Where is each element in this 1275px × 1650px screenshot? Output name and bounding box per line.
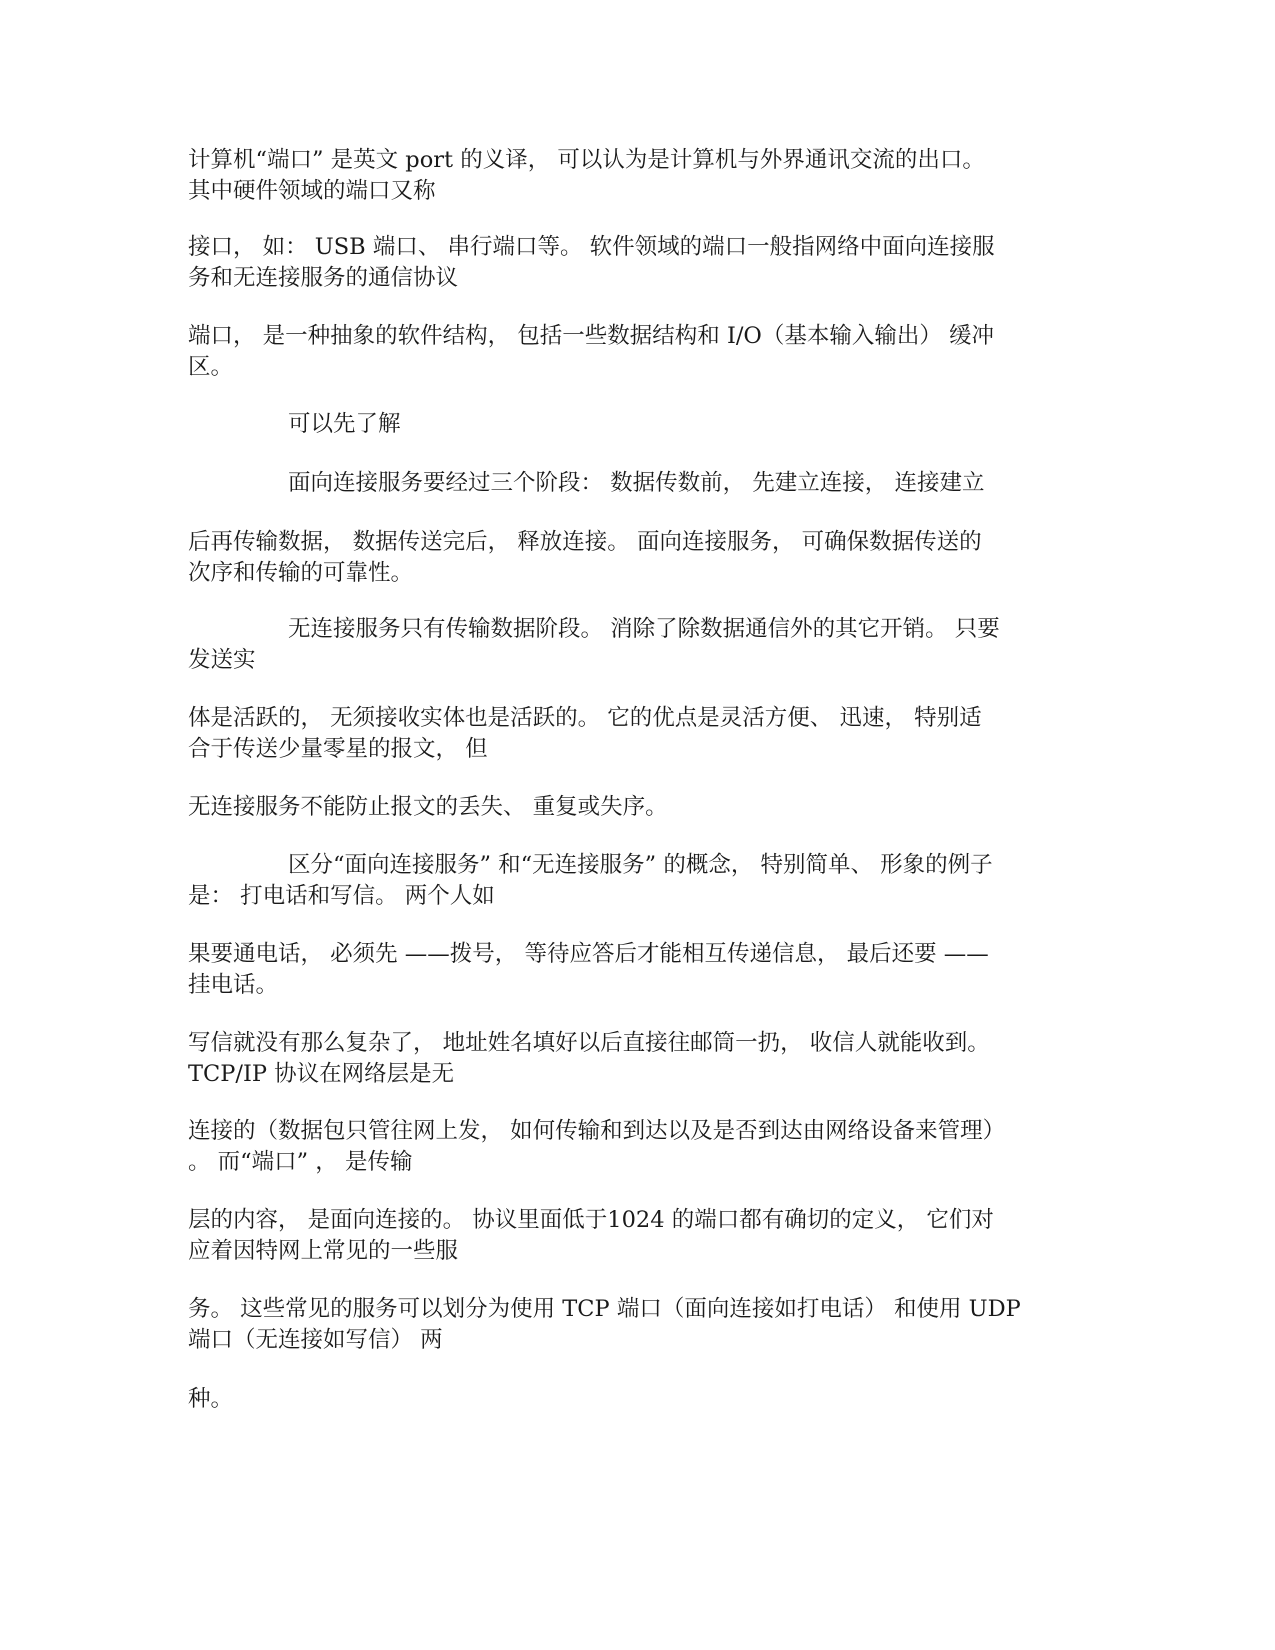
paragraph-line: 可以先了解 (288, 411, 401, 437)
paragraph-3 (188, 321, 1108, 383)
paragraph-line: 层的内容， 是面向连接的。 协议里面低于1024 的端口都有确切的定义， 它们对 (188, 1207, 994, 1233)
paragraph-line: 发送实 (188, 647, 256, 673)
paragraph-line: 区。 (188, 354, 234, 380)
paragraph-line: 务和无连接服务的通信协议 (188, 265, 459, 291)
paragraph-line: 务。 这些常见的服务可以划分为使用 TCP 端口（面向连接如打电话） 和使用 UDP (188, 1296, 1021, 1322)
paragraph-line: 计算机“端口” 是英文 port 的义译， 可以认为是计算机与外界通讯交流的出口。 (188, 147, 985, 173)
paragraph-line: 挂电话。 (188, 972, 279, 998)
paragraph-line: 后再传输数据， 数据传送完后， 释放连接。 面向连接服务， 可确保数据传送的 (188, 529, 982, 555)
paragraph-line: 无连接服务只有传输数据阶段。 消除了除数据通信外的其它开销。 只要 (288, 616, 1000, 642)
paragraph-2 (188, 232, 1108, 294)
paragraph-line: 无连接服务不能防止报文的丢失、 重复或失序。 (188, 794, 668, 820)
paragraph-line: 应着因特网上常见的一些服 (188, 1238, 459, 1264)
paragraph-line: 是： 打电话和写信。 两个人如 (188, 883, 495, 909)
paragraph-14 (188, 1205, 1108, 1267)
paragraph-13 (188, 1116, 1108, 1178)
paragraph-line: 合于传送少量零星的报文， 但 (188, 736, 488, 762)
paragraph-4 (188, 409, 1208, 440)
paragraph-line: 。 而“端口” ， 是传输 (188, 1149, 413, 1175)
paragraph-line: 端口（无连接如写信） 两 (188, 1327, 443, 1353)
paragraph-line: 接口， 如： USB 端口、 串行端口等。 软件领域的端口一般指网络中面向连接服 (188, 234, 995, 260)
paragraph-line: 其中硬件领域的端口又称 (188, 178, 436, 204)
paragraph-line: 次序和传输的可靠性。 (188, 560, 414, 586)
paragraph-7 (188, 614, 1108, 676)
paragraph-15 (188, 1294, 1108, 1356)
paragraph-1 (188, 145, 1108, 207)
paragraph-line: 面向连接服务要经过三个阶段： 数据传数前， 先建立连接， 连接建立 (288, 470, 985, 496)
paragraph-line: 写信就没有那么复杂了， 地址姓名填好以后直接往邮筒一扔， 收信人就能收到。 (188, 1030, 990, 1056)
paragraph-line: TCP/IP 协议在网络层是无 (188, 1061, 455, 1087)
paragraph-8 (188, 703, 1108, 765)
paragraph-16 (188, 1384, 1108, 1415)
paragraph-11 (188, 939, 1108, 1001)
paragraph-line: 体是活跃的， 无须接收实体也是活跃的。 它的优点是灵活方便、 迅速， 特别适 (188, 705, 982, 731)
paragraph-5 (188, 468, 1208, 499)
paragraph-10 (188, 850, 1108, 912)
paragraph-line: 区分“面向连接服务” 和“无连接服务” 的概念， 特别简单、 形象的例子 (288, 852, 993, 878)
paragraph-6 (188, 527, 1108, 589)
paragraph-line: 果要通电话， 必须先 ——拨号， 等待应答后才能相互传递信息， 最后还要 —— (188, 941, 989, 967)
paragraph-9 (188, 792, 1108, 823)
paragraph-line: 端口， 是一种抽象的软件结构， 包括一些数据结构和 I/O（基本输入输出） 缓冲 (188, 323, 995, 349)
paragraph-12 (188, 1028, 1108, 1090)
paragraph-line: 连接的（数据包只管往网上发， 如何传输和到达以及是否到达由网络设备来管理） (188, 1118, 1006, 1144)
paragraph-line: 种。 (188, 1386, 234, 1412)
